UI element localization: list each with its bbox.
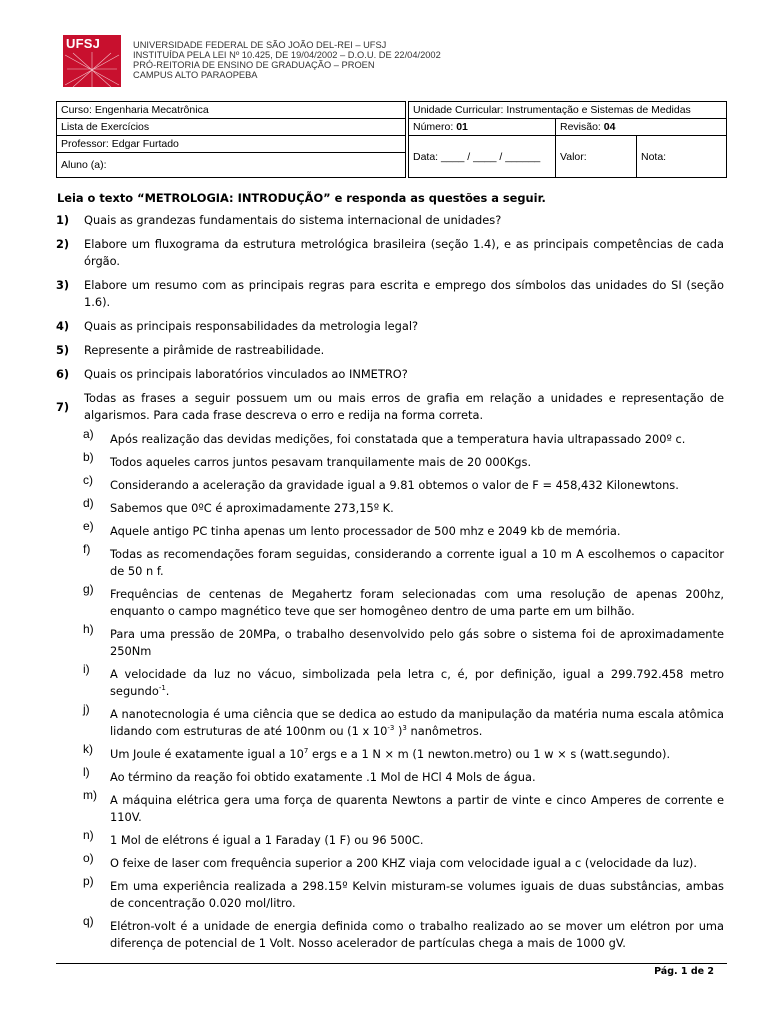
subitem-o — [56, 851, 724, 872]
curricular-unit-cell: Unidade Curricular: Instrumentação e Sistemas de Medidas — [409, 102, 727, 119]
course-info-table — [56, 101, 727, 178]
subitem-text: Sabemos que 0ºC é aproximadamente 273,15º K. — [110, 501, 394, 515]
subitem-text-end: nanômetros. — [406, 724, 483, 738]
subitem-label: a) — [83, 427, 94, 441]
question-3 — [56, 277, 724, 311]
subitem-g — [56, 582, 724, 620]
subitem-text: A velocidade da luz no vácuo, simbolizada pela letra c, é, por definição, igual a 299.792.458 metro segundo — [110, 667, 724, 698]
number-value: 01 — [456, 121, 468, 133]
question-text: Todas as frases a seguir possuem um ou mais erros de grafia em relação a unidades e representação de algarismos. Para cada frase descreva o erro e redija na forma correta. — [84, 391, 724, 422]
value-field[interactable]: Valor: — [556, 136, 637, 178]
question-text: Represente a pirâmide de rastreabilidade. — [84, 343, 325, 357]
subitem-label: l) — [83, 765, 90, 779]
course-cell: Curso: Engenharia Mecatrônica — [57, 102, 406, 119]
subitem-text: Considerando a aceleração da gravidade igual a 9.81 obtemos o valor de F = 458,432 Kilonewtons. — [110, 478, 679, 492]
question-2 — [56, 236, 724, 270]
question-text: Quais as grandezas fundamentais do sistema internacional de unidades? — [84, 213, 502, 227]
question-7 — [56, 390, 724, 424]
page-number: Pág. 1 de 2 — [654, 966, 714, 977]
question-number: 5) — [56, 343, 70, 357]
subitem-text: 1 Mol de elétrons é igual a 1 Faraday (1 F) ou 96 500C. — [110, 833, 424, 847]
subitem-label: d) — [83, 496, 94, 510]
subitem-f — [56, 542, 724, 580]
subitem-label: o) — [83, 851, 94, 865]
subitem-label: j) — [83, 702, 90, 716]
student-field[interactable]: Aluno (a): — [57, 153, 406, 178]
date-field[interactable]: Data: ____ / ____ / ______ — [409, 136, 556, 178]
subitem-text-mid: ) — [394, 724, 403, 738]
subitem-b — [56, 450, 724, 471]
subitem-n — [56, 828, 724, 849]
subitem-label: i) — [83, 662, 90, 676]
question-text: Elabore um resumo com as principais regras para escrita e emprego dos símbolos das unidades do SI (seção 1.6). — [84, 278, 724, 309]
footer-divider — [56, 963, 727, 964]
subitem-text: Um Joule é exatamente igual a 10 — [110, 747, 304, 761]
subitem-text: Todas as recomendações foram seguidas, considerando a corrente igual a 10 m A escolhemos o capacitor de 50 n f. — [110, 547, 724, 578]
subitem-d — [56, 496, 724, 517]
question-1 — [56, 212, 724, 229]
subitem-text: Ao término da reação foi obtido exatamente .1 Mol de HCl 4 Mols de água. — [110, 770, 536, 784]
exercise-content — [56, 190, 724, 958]
subitem-text: A máquina elétrica gera uma força de quarenta Newtons a partir de vinte e cinco Amperes de corrente e 110V. — [110, 793, 724, 824]
superscript: -1 — [158, 684, 166, 693]
question-number: 3) — [56, 278, 70, 292]
subitem-text: Aquele antigo PC tinha apenas um lento processador de 500 mhz e 2049 kb de memória. — [110, 524, 621, 538]
superscript: 3 — [402, 724, 407, 733]
question-4 — [56, 318, 724, 335]
subitem-q — [56, 914, 724, 952]
subitem-text-end: ergs e a 1 N × m (1 newton.metro) ou 1 w × s (watt.segundo). — [308, 747, 671, 761]
question-text: Quais as principais responsabilidades da metrologia legal? — [84, 319, 419, 333]
subitem-label: g) — [83, 582, 94, 596]
subitem-m — [56, 788, 724, 826]
question-number: 2) — [56, 237, 70, 251]
subitem-p — [56, 874, 724, 912]
subitem-list — [56, 427, 724, 952]
subitem-label: n) — [83, 828, 94, 842]
subitem-label: e) — [83, 519, 94, 533]
header-line-university: UNIVERSIDADE FEDERAL DE SÃO JOÃO DEL-REI – UFSJ — [133, 40, 387, 50]
subitem-text: Em uma experiência realizada a 298.15º Kelvin misturam-se volumes iguais de duas substâncias, ambas de concentração 0.020 mol/litro. — [110, 879, 724, 910]
superscript: 7 — [303, 747, 309, 756]
logo-text: UFSJ — [66, 36, 101, 51]
subitem-label: p) — [83, 874, 94, 888]
subitem-a — [56, 427, 724, 448]
subitem-text-end: . — [165, 684, 170, 698]
question-number: 6) — [56, 367, 70, 381]
institution-header — [133, 40, 441, 80]
superscript: -3 — [387, 724, 395, 733]
subitem-c — [56, 473, 724, 494]
subitem-h — [56, 622, 724, 660]
subitem-label: c) — [83, 473, 93, 487]
subitem-label: m) — [83, 788, 97, 802]
subitem-text: Para uma pressão de 20MPa, o trabalho desenvolvido pelo gás sobre o sistema foi de aproximadamente 250Nm — [110, 627, 724, 658]
subitem-text: O feixe de laser com frequência superior a 200 KHZ viaja com velocidade igual a c (velocidade da luz). — [110, 856, 698, 870]
grade-field[interactable]: Nota: — [637, 136, 727, 178]
subitem-text: A nanotecnologia é uma ciência que se dedica ao estudo da manipulação da matéria numa escala atômica lidando com estruturas de até 100nm ou (1 x 10 — [110, 707, 724, 738]
revision-value: 04 — [603, 121, 616, 133]
number-cell — [409, 119, 556, 136]
instructions-heading: Leia o texto “METROLOGIA: INTRODUÇÃO” e responda as questões a seguir. — [57, 191, 546, 205]
subitem-e — [56, 519, 724, 540]
subitem-label: h) — [83, 622, 94, 636]
ufsj-logo — [63, 35, 121, 87]
question-number: 1) — [56, 213, 70, 227]
subitem-label: f) — [83, 542, 91, 556]
question-5 — [56, 342, 724, 359]
exercise-list-cell: Lista de Exercícios — [57, 119, 406, 136]
subitem-text: Todos aqueles carros juntos pesavam tranquilamente mais de 20 000Kgs. — [110, 455, 532, 469]
subitem-label: k) — [83, 742, 93, 756]
subitem-label: q) — [83, 914, 94, 928]
subitem-text: Frequências de centenas de Megahertz foram selecionadas com uma resolução de apenas 200hz, enquanto o campo magnético teve que ser homogêneo dentro de uma parte em um bilhão. — [110, 587, 724, 618]
question-number: 4) — [56, 319, 70, 333]
professor-cell: Professor: Edgar Furtado — [57, 136, 406, 153]
subitem-l — [56, 765, 724, 786]
subitem-i — [56, 662, 724, 700]
subitem-text: Elétron-volt é a unidade de energia definida como o trabalho realizado ao se mover um elétron por uma diferença de potencial de 1 Volt. Nosso acelerador de partículas chega a mais de 1000 gV. — [110, 919, 724, 950]
header-line-law: INSTITUÍDA PELA LEI Nº 10.425, DE 19/04/2002 – D.O.U. DE 22/04/2002 — [133, 50, 441, 60]
number-label: Número: — [413, 121, 454, 133]
subitem-j — [56, 702, 724, 740]
revision-cell — [556, 119, 727, 136]
header-line-proen: PRÓ-REITORIA DE ENSINO DE GRADUAÇÃO – PROEN — [133, 60, 375, 70]
subitem-k — [56, 742, 724, 763]
question-text: Quais os principais laboratórios vinculados ao INMETRO? — [84, 367, 408, 381]
header-line-campus: CAMPUS ALTO PARAOPEBA — [133, 70, 258, 80]
question-text: Elabore um fluxograma da estrutura metrológica brasileira (seção 1.4), e as principais competências de cada órgão. — [84, 237, 724, 268]
subitem-text: Após realização das devidas medições, foi constatada que a temperatura havia ultrapassado 200º c. — [110, 432, 686, 446]
subitem-label: b) — [83, 450, 94, 464]
question-number: 7) — [56, 400, 70, 414]
revision-label: Revisão: — [560, 121, 601, 133]
question-6 — [56, 366, 724, 383]
